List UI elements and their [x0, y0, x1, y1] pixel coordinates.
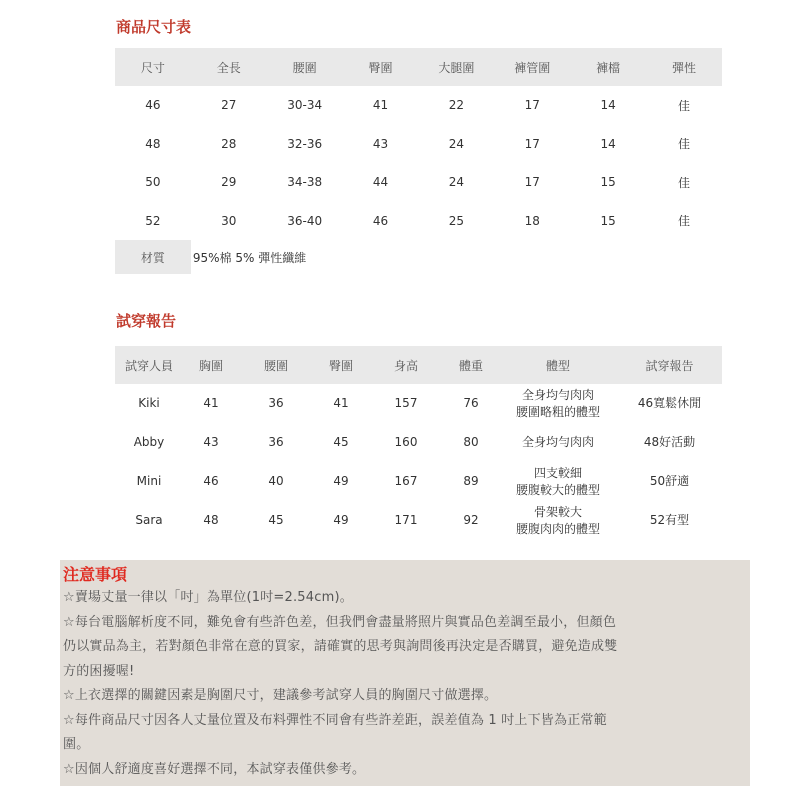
body-type-line: 腰腹肉肉的體型	[515, 521, 600, 536]
table-cell: 18	[524, 213, 540, 228]
table-cell: 41	[333, 396, 349, 410]
fit-header-row	[115, 346, 722, 384]
note-line: ☆賣場丈量一律以「吋」為單位(1吋=2.54cm)。	[63, 590, 353, 605]
fit-report-cell: 48好活動	[643, 435, 696, 449]
table-cell: 40	[268, 474, 284, 488]
table-cell: 28	[221, 136, 237, 151]
note-line: ☆每件商品尺寸因各人丈量位置及布料彈性不同會有些許差距，誤差值為 1 吋上下皆為正常範	[63, 712, 607, 728]
table-cell: 43	[372, 136, 389, 151]
table-cell: 45	[268, 513, 284, 527]
table-row	[115, 202, 722, 241]
table-cell: 佳	[678, 214, 691, 229]
table-cell: 89	[463, 474, 479, 488]
table-cell: 160	[394, 435, 418, 449]
col-header: 身高	[369, 346, 443, 384]
note-line: ☆因個人舒適度喜好選擇不同，本試穿表僅供參考。	[63, 761, 366, 777]
fitting-report-title: 試穿報告	[116, 312, 177, 330]
col-header: 試穿報告	[617, 346, 722, 384]
col-header: 全長	[191, 48, 267, 86]
table-cell: 24	[448, 136, 465, 151]
body-type-line: 腰圍略粗的體型	[515, 404, 600, 419]
table-cell: 27	[221, 98, 237, 113]
table-cell: 22	[448, 98, 465, 113]
size-chart-title: 商品尺寸表	[116, 18, 192, 36]
note-line: 圍。	[63, 737, 90, 752]
table-row	[115, 86, 722, 125]
col-header: 體重	[443, 346, 499, 384]
body-type-cell	[499, 501, 617, 540]
table-row	[115, 163, 722, 202]
col-header: 腰圍	[267, 48, 343, 86]
table-cell: 29	[221, 175, 237, 190]
table-cell: 52	[145, 213, 161, 228]
tester-name: Abby	[133, 435, 165, 449]
material-value: 95%棉 5% 彈性纖維	[192, 250, 307, 265]
table-cell: 50	[145, 175, 161, 190]
col-header: 尺寸	[115, 48, 191, 86]
fit-report-cell: 50舒適	[649, 474, 690, 488]
size-chart-table	[115, 48, 722, 274]
table-cell: 76	[463, 396, 479, 410]
table-cell: 24	[448, 175, 465, 190]
table-cell: 49	[333, 474, 349, 488]
table-cell: 佳	[678, 137, 691, 152]
table-cell: 36	[268, 396, 284, 410]
table-cell: 46	[145, 98, 161, 113]
material-row	[115, 240, 722, 274]
table-cell: 25	[448, 213, 465, 228]
table-cell: 32-36	[287, 136, 323, 151]
col-header: 腰圍	[239, 346, 313, 384]
body-type-line: 腰腹較大的體型	[515, 482, 600, 497]
tester-name: Mini	[136, 474, 162, 488]
table-cell: 17	[524, 98, 540, 113]
table-row	[115, 423, 722, 462]
table-cell: 92	[463, 513, 479, 527]
body-type-cell	[499, 462, 617, 501]
col-header: 彈性	[646, 48, 722, 86]
table-row	[115, 384, 722, 423]
table-cell: 36-40	[287, 213, 323, 228]
body-type-cell	[499, 423, 617, 462]
table-cell: 14	[600, 136, 616, 151]
col-header: 褲管圍	[494, 48, 570, 86]
body-type-line: 骨架較大	[533, 504, 582, 519]
table-cell: 34-38	[287, 175, 323, 190]
notes-title: 注意事項	[63, 565, 128, 584]
table-cell: 43	[203, 435, 219, 449]
note-line: 仍以實品為主，若對顏色非常在意的買家，請確實的思考與詢問後再決定是否購買，避免造成雙	[63, 639, 618, 654]
table-row	[115, 501, 722, 540]
col-header: 臀圍	[343, 48, 419, 86]
col-header: 大腿圍	[419, 48, 495, 86]
body-type-line: 全身均勻肉肉	[521, 435, 594, 449]
table-cell: 46	[372, 213, 389, 228]
table-cell: 171	[394, 513, 418, 527]
table-cell: 48	[145, 136, 161, 151]
table-cell: 48	[203, 513, 219, 527]
note-line: ☆上衣選擇的關鍵因素是胸圍尺寸，建議參考試穿人員的胸圍尺寸做選擇。	[63, 688, 498, 703]
col-header: 褲檔	[570, 48, 646, 86]
table-cell: 17	[524, 175, 540, 190]
size-header-row	[115, 48, 722, 86]
table-cell: 157	[394, 396, 418, 410]
table-cell: 45	[333, 435, 349, 449]
table-cell: 17	[524, 136, 540, 151]
table-cell: 80	[463, 435, 479, 449]
table-cell: 15	[600, 213, 616, 228]
notes-box	[60, 560, 750, 786]
table-cell: 14	[600, 98, 616, 113]
table-cell: 49	[333, 513, 349, 527]
table-cell: 167	[394, 474, 418, 488]
fit-report-cell: 46寬鬆休閒	[637, 396, 702, 410]
col-header: 臀圍	[313, 346, 369, 384]
col-header: 胸圍	[183, 346, 239, 384]
table-cell: 佳	[678, 98, 691, 113]
body-type-line: 全身均勻肉肉	[521, 387, 594, 402]
table-row	[115, 125, 722, 164]
table-cell: 30-34	[287, 98, 323, 113]
table-cell: 15	[600, 175, 616, 190]
table-cell: 佳	[678, 175, 691, 190]
tester-name: Sara	[135, 513, 163, 527]
body-type-line: 四支較細	[533, 465, 582, 480]
table-cell: 30	[221, 213, 237, 228]
fit-report-cell: 52有型	[649, 513, 690, 527]
table-cell: 41	[372, 98, 389, 113]
material-label: 材質	[115, 240, 191, 274]
col-header: 體型	[499, 346, 617, 384]
tester-name: Kiki	[138, 396, 160, 410]
table-cell: 36	[268, 435, 284, 449]
table-cell: 41	[203, 396, 219, 410]
body-type-cell	[499, 384, 617, 423]
table-cell: 46	[203, 474, 219, 488]
note-line: ☆每台電腦解析度不同，難免會有些許色差，但我們會盡量將照片與實品色差調至最小，但顏色	[63, 614, 617, 630]
note-line: 方的困擾喔!	[63, 663, 135, 679]
table-row	[115, 462, 722, 501]
col-header: 試穿人員	[115, 346, 183, 384]
table-cell: 44	[372, 175, 389, 190]
fitting-report-table	[115, 346, 722, 540]
